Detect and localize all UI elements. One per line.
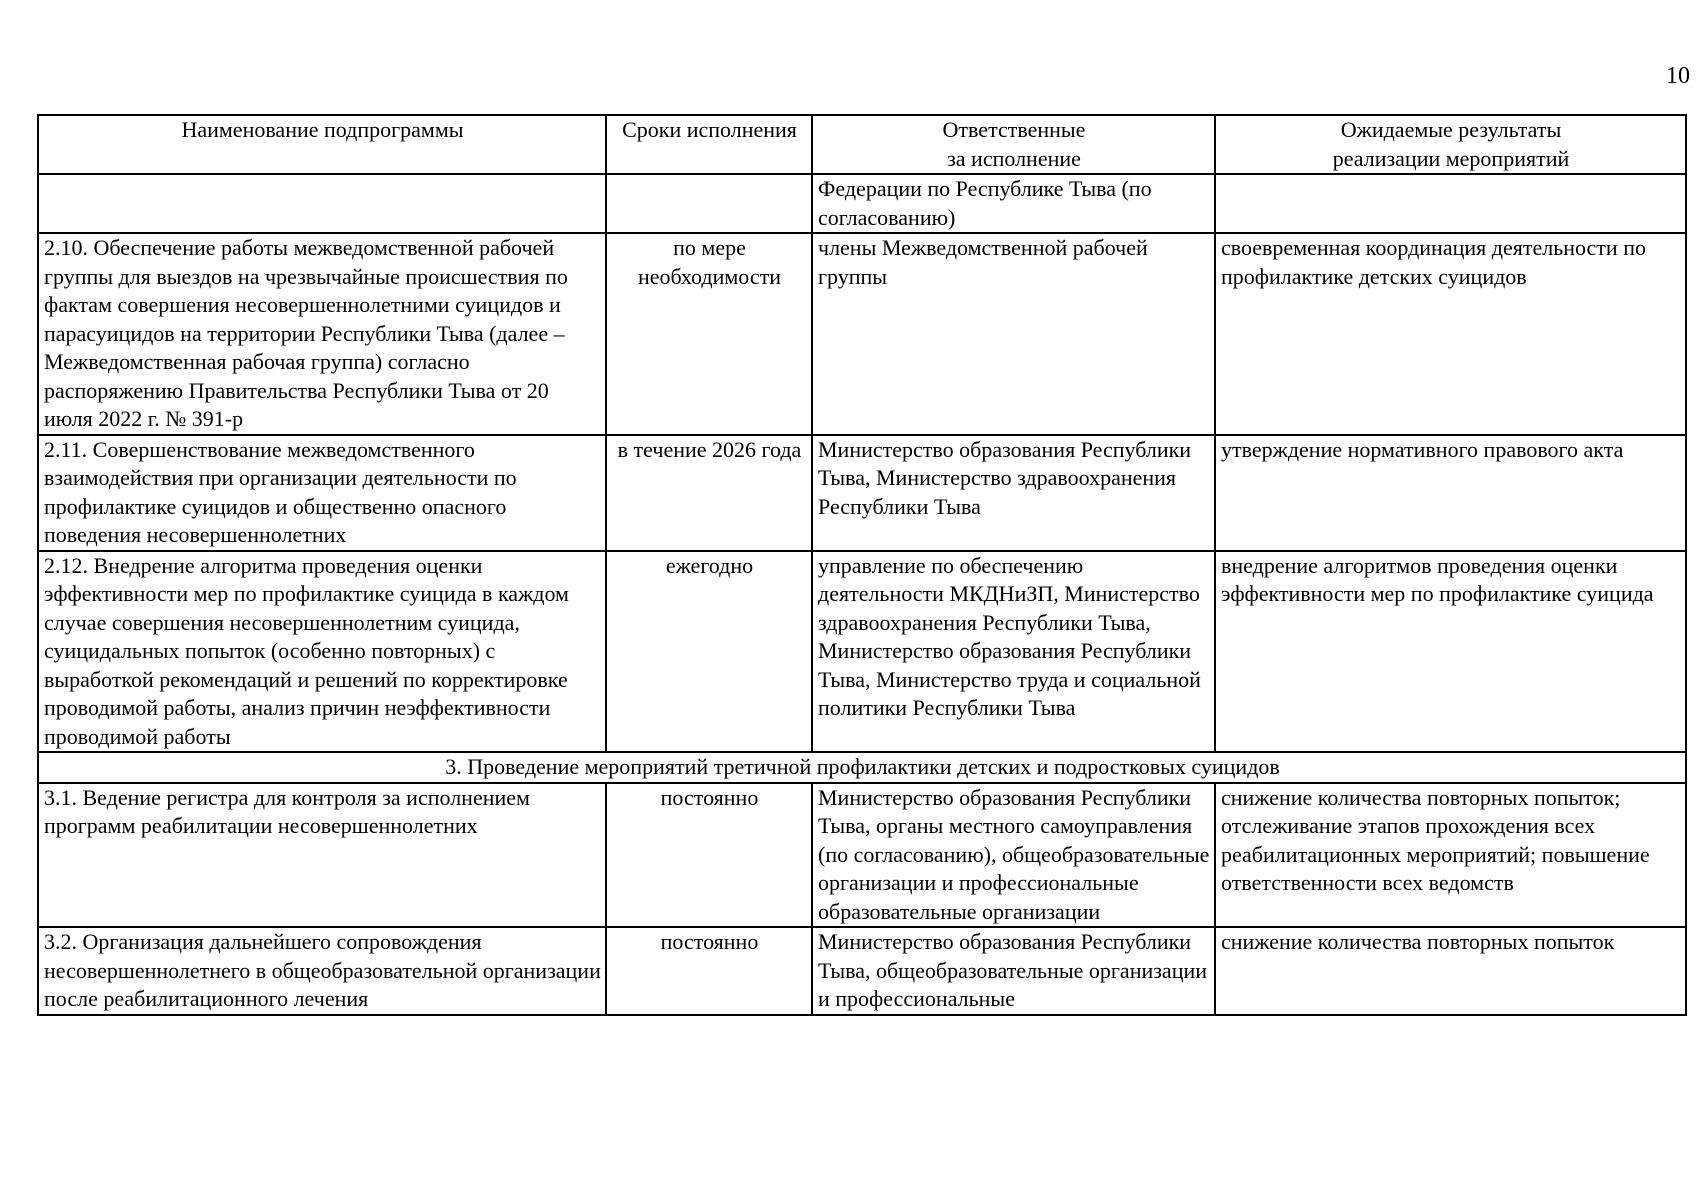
- cell-term: ежегодно: [606, 551, 812, 753]
- header-responsible: Ответственные за исполнение: [812, 115, 1215, 174]
- header-deadlines: Сроки исполнения: [606, 115, 812, 174]
- table-row-2-10: [38, 233, 1686, 435]
- cell-name: 2.10. Обеспечение работы межведомственной рабочей группы для выездов на чрезвычайные происшествия по фактам совершения несовершеннолетними суицидов и парасуицидов на территории Республики Тыва (далее – Межведомственная рабочая группа) согласно распоряжению Правительства Республики Тыва от 20 июля 2022 г. № 391-р: [38, 233, 606, 435]
- table-row-2-11: [38, 435, 1686, 551]
- cell-result: снижение количества повторных попыток: [1215, 927, 1686, 1015]
- table-row-3-1: [38, 783, 1686, 928]
- cell-name: [38, 174, 606, 233]
- cell-responsible: управление по обеспечению деятельности МКДНиЗП, Министерство здравоохранения Республики Тыва, Министерство образования Республики Тыва, Министерство труда и социальной политики Республики Тыва: [812, 551, 1215, 753]
- cell-term: по мере необходимости: [606, 233, 812, 435]
- cell-responsible: члены Межведомственной рабочей группы: [812, 233, 1215, 435]
- cell-result: утверждение нормативного правового акта: [1215, 435, 1686, 551]
- cell-result: своевременная координация деятельности по профилактике детских суицидов: [1215, 233, 1686, 435]
- section-3-row: [38, 752, 1686, 783]
- cell-result: внедрение алгоритмов проведения оценки эффективности мер по профилактике суицида: [1215, 551, 1686, 753]
- cell-term: [606, 174, 812, 233]
- page-number: 10: [1666, 63, 1690, 89]
- cell-responsible: Министерство образования Республики Тыва, органы местного самоуправления (по согласованию), общеобразовательные организации и профессиональные образовательные организации: [812, 783, 1215, 928]
- table-row-2-12: [38, 551, 1686, 753]
- cell-name: 3.2. Организация дальнейшего сопровождения несовершеннолетнего в общеобразовательной организации после реабилитационного лечения: [38, 927, 606, 1015]
- table-header-row: [38, 115, 1686, 174]
- cell-responsible: Министерство образования Республики Тыва, Министерство здравоохранения Республики Тыва: [812, 435, 1215, 551]
- cell-result: снижение количества повторных попыток; отслеживание этапов прохождения всех реабилитационных мероприятий; повышение ответственности всех ведомств: [1215, 783, 1686, 928]
- header-subprogram-name: Наименование подпрограммы: [38, 115, 606, 174]
- cell-responsible: Федерации по Республике Тыва (по согласованию): [812, 174, 1215, 233]
- table-row-3-2: [38, 927, 1686, 1015]
- cell-name: 3.1. Ведение регистра для контроля за исполнением программ реабилитации несовершеннолетних: [38, 783, 606, 928]
- activities-table: [37, 114, 1687, 1016]
- section-3-title: 3. Проведение мероприятий третичной профилактики детских и подростковых суицидов: [38, 752, 1686, 783]
- table-row-continuation: [38, 174, 1686, 233]
- cell-name: 2.12. Внедрение алгоритма проведения оценки эффективности мер по профилактике суицида в каждом случае совершения несовершеннолетним суицида, суицидальных попыток (особенно повторных) с выработкой рекомендаций и решений по корректировке проводимой работы, анализ причин неэффективности проводимой работы: [38, 551, 606, 753]
- cell-name: 2.11. Совершенствование межведомственного взаимодействия при организации деятельности по профилактике суицидов и общественно опасного поведения несовершеннолетних: [38, 435, 606, 551]
- cell-term: в течение 2026 года: [606, 435, 812, 551]
- cell-result: [1215, 174, 1686, 233]
- cell-term: постоянно: [606, 927, 812, 1015]
- cell-responsible: Министерство образования Республики Тыва, общеобразовательные организации и профессиональные: [812, 927, 1215, 1015]
- cell-term: постоянно: [606, 783, 812, 928]
- header-expected-results: Ожидаемые результаты реализации мероприятий: [1215, 115, 1686, 174]
